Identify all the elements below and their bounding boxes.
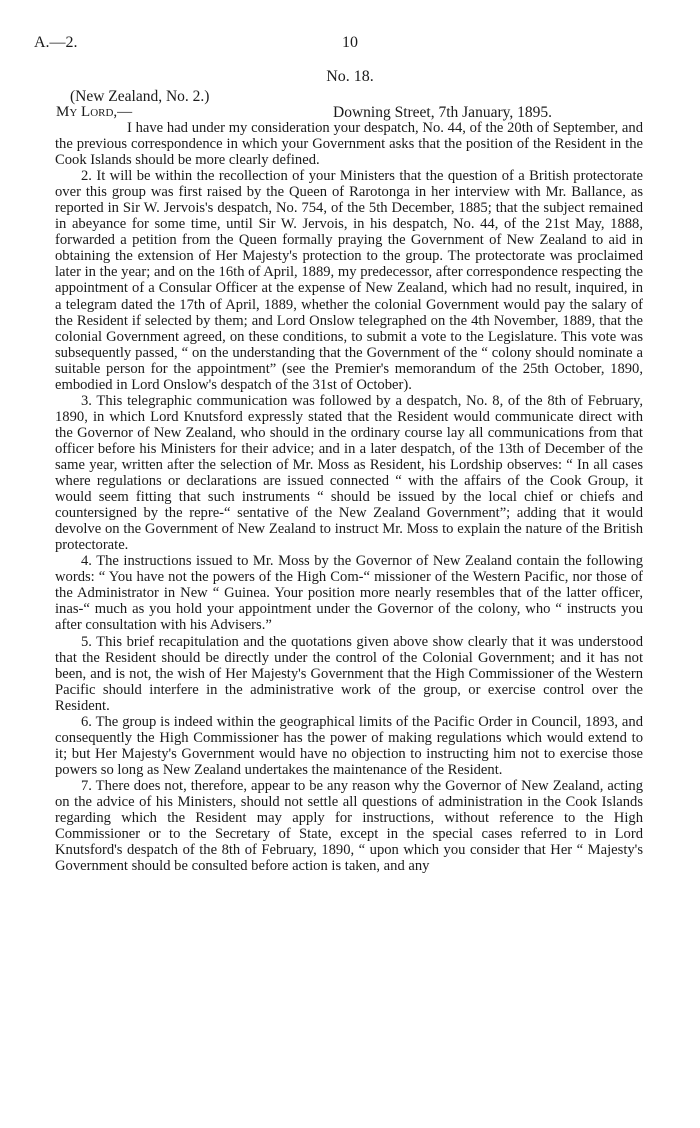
dateline: Downing Street, 7th January, 1895. xyxy=(333,104,552,121)
colony-reference: (New Zealand, No. 2.) xyxy=(70,88,210,105)
paragraph-5: 5. This brief recapitulation and the quotations given above show clearly that it was understood that the Resident should be directly under the control of the Colonial Government; and it has not been, and is not, the wish of Her Majesty's Government that the High Commissioner of the Western Pacific should interfere in the administrative work of the group, or exercise control over the Resident. xyxy=(55,633,643,714)
document-number: No. 18. xyxy=(326,68,374,85)
page-series-label: A.—2. xyxy=(34,34,78,51)
letter-body xyxy=(55,120,643,874)
paragraph-3: 3. This telegraphic communication was followed by a despatch, No. 8, of the 8th of February, 1890, in which Lord Knutsford expressly stated that the Resident would communicate direct with the Governor of New Zealand, who should in the ordinary course lay all communications from that officer before his Ministers for their advice; and in a later despatch, of the 13th of December of the same year, written after the selection of Mr. Moss as Resident, his Lordship observes: “ In all cases where regulations or declarations are issued connected “ with the affairs of the Cook Group, it would seem fitting that such instruments “ should be issued by the local chief or chiefs and countersigned by the repre-“ sentative of the New Zealand Government”; adding that it would devolve on the Government of New Zealand to instruct Mr. Moss to explain the nature of the British protectorate. xyxy=(55,392,643,554)
paragraph-1: I have had under my consideration your despatch, No. 44, of the 20th of September, and the previous correspondence in which your Government asks that the position of the Resident in the Cook Islands should be more clearly defined. xyxy=(55,120,643,169)
paragraph-6: 6. The group is indeed within the geographical limits of the Pacific Order in Council, 1893, and consequently the High Commissioner has the power of making regulations which would extend to it; but Her Majesty's Government would have no objection to instructing him not to exercise those powers so long as New Zealand undertakes the maintenance of the Resident. xyxy=(55,713,643,778)
paragraph-2: 2. It will be within the recollection of your Ministers that the question of a British protectorate over this group was first raised by the Queen of Rarotonga in her interview with Mr. Ballance, as reported in Sir W. Jervois's despatch, No. 754, of the 5th December, 1885; that the subject remained in abeyance for some time, until Sir W. Jervois, in his despatch, No. 44, of the 21st May, 1888, forwarded a petition from the Queen formally praying the Government of New Zealand to aid in obtaining the extension of Her Majesty's protection to the group. The protectorate was proclaimed later in the year; and on the 16th of April, 1889, my predecessor, after correspondence respecting the appointment of a Consular Officer at the expense of New Zealand, which had no result, inquired, in a telegram dated the 17th of April, 1889, whether the colonial Government would pay the salary of the Resident if selected by them; and Lord Onslow telegraphed on the 4th November, 1889, that the colonial Government agreed, on these conditions, to submit a vote to the Legislature. This vote was subsequently passed, “ on the understanding that the Government of the “ colony should nominate a suitable person for the appointment” (see the Premier's memorandum of the 25th October, 1890, embodied in Lord Onslow's despatch of the 31st of October). xyxy=(55,168,643,393)
paragraph-7: 7. There does not, therefore, appear to be any reason why the Governor of New Zealand, acting on the advice of his Ministers, should not settle all questions of administration in the Cook Islands regarding which the Resident may apply for instructions, without reference to the High Commissioner or to the Secretary of State, except in the special cases referred to in Lord Knutsford's despatch of the 8th of February, 1890, “ upon which you consider that Her “ Majesty's Government should be consulted before action is taken, and any xyxy=(55,777,643,875)
page-number: 10 xyxy=(342,34,358,51)
paragraph-4: 4. The instructions issued to Mr. Moss by the Governor of New Zealand contain the following words: “ You have not the powers of the High Com-“ missioner of the Western Pacific, nor those of the Administrator in New “ Guinea. Your position more nearly resembles that of the latter officer, inas-“ much as you hold your appointment under the Governor of the colony, who “ instructs you after consultation with his Advisers.” xyxy=(55,553,643,634)
salutation: My Lord,— xyxy=(56,104,133,120)
